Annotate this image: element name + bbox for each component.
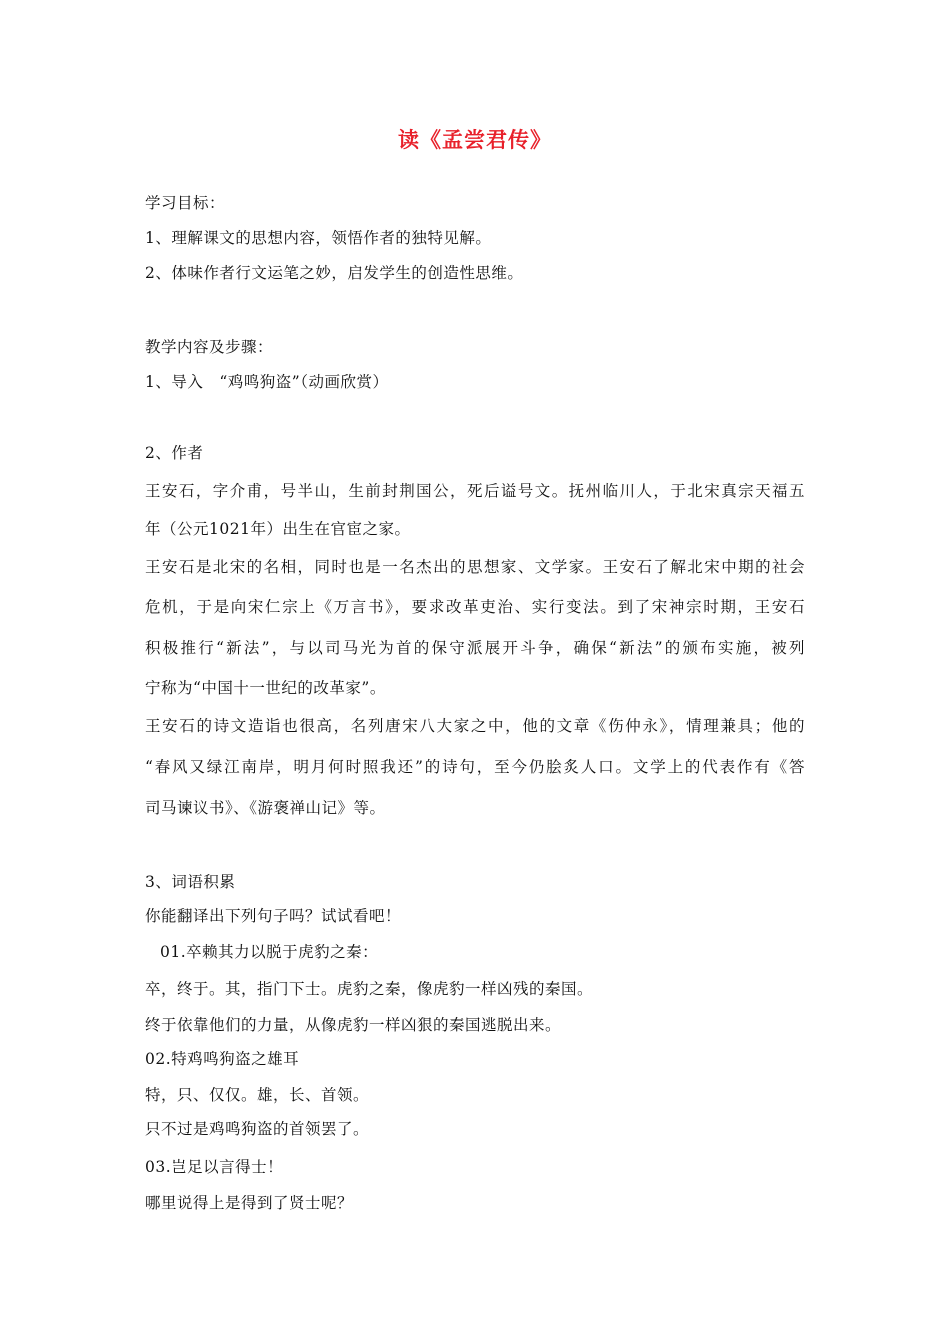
author-line-9: 司马谏议书》、《游褒禅山记》等。: [145, 799, 386, 817]
content-heading: 教学内容及步骤：: [145, 338, 274, 356]
author-line-1: 王安石，字介甫，号半山，生前封荆国公，死后谥号文。抚州临川人，于北宋真宗天福五: [145, 482, 805, 500]
vocab-item-3-sentence: 03.岂足以言得士！: [145, 1158, 284, 1176]
vocab-item-2-notes: 特，只、仅仅。雄，长、首领。: [145, 1086, 370, 1104]
page-title: 读《孟尝君传》: [398, 128, 552, 152]
author-heading: 2、作者: [145, 444, 204, 462]
author-line-8: “春风又绿江南岸，明月何时照我还”的诗句，至今仍脍炙人口。文学上的代表作有《答: [145, 758, 805, 776]
vocab-item-3-translation: 哪里说得上是得到了贤士呢？: [145, 1194, 354, 1212]
vocab-item-1-sentence: 01.卒赖其力以脱于虎豹之秦：: [160, 943, 379, 961]
objectives-heading: 学习目标：: [145, 194, 226, 212]
objective-item-1: 1、理解课文的思想内容，领悟作者的独特见解。: [145, 229, 492, 247]
vocab-item-1-notes: 卒，终于。其，指门下士。虎豹之秦，像虎豹一样凶残的秦国。: [145, 980, 594, 998]
author-line-2: 年（公元1021年）出生在官宦之家。: [145, 520, 411, 538]
vocab-prompt: 你能翻译出下列句子吗？试试看吧！: [145, 907, 402, 925]
author-line-5: 积极推行“新法”，与以司马光为首的保守派展开斗争，确保“新法”的颁布实施，被列: [145, 639, 805, 657]
author-line-4: 危机，于是向宋仁宗上《万言书》，要求改革吏治、实行变法。到了宋神宗时期，王安石: [145, 598, 805, 616]
author-line-7: 王安石的诗文造诣也很高，名列唐宋八大家之中，他的文章《伤仲永》，情理兼具；他的: [145, 717, 805, 735]
vocab-heading: 3、词语积累: [145, 873, 236, 891]
vocab-item-2-translation: 只不过是鸡鸣狗盗的首领罢了。: [145, 1120, 370, 1138]
author-line-3: 王安石是北宋的名相，同时也是一名杰出的思想家、文学家。王安石了解北宋中期的社会: [145, 558, 805, 576]
step-1-intro: 1、导入 “鸡鸣狗盗”（动画欣赏）: [145, 373, 389, 391]
vocab-item-2-sentence: 02.特鸡鸣狗盗之雄耳: [145, 1050, 300, 1068]
author-line-6: 宁称为“中国十一世纪的改革家”。: [145, 679, 386, 697]
vocab-item-1-translation: 终于依靠他们的力量，从像虎豹一样凶狠的秦国逃脱出来。: [145, 1016, 562, 1034]
objective-item-2: 2、体味作者行文运笔之妙，启发学生的创造性思维。: [145, 264, 524, 282]
